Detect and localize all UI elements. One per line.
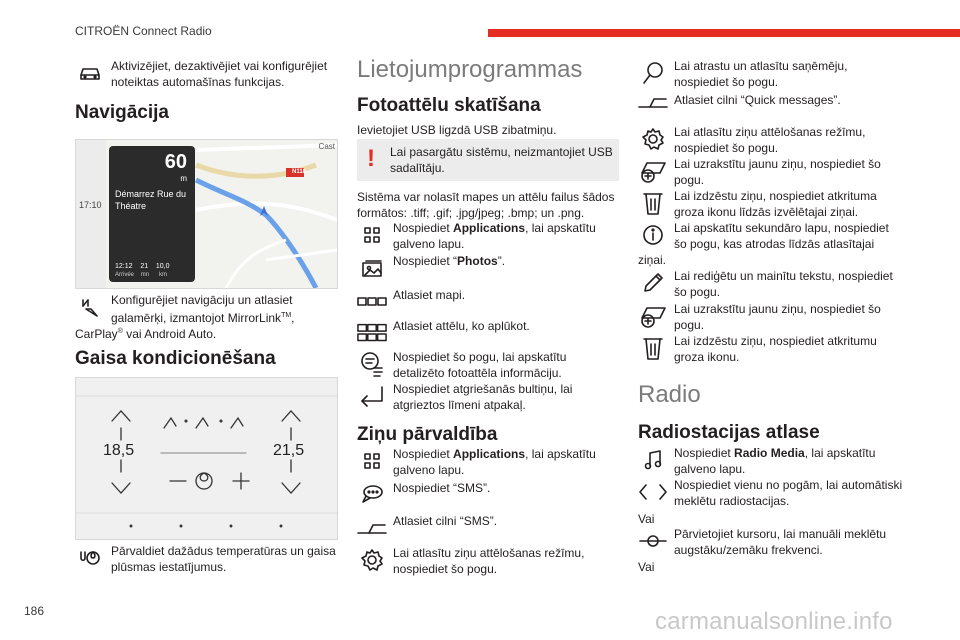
image-step — [357, 318, 619, 348]
new-message-text: Lai uzrakstītu jaunu ziņu, nospiediet šo pogu. — [674, 157, 881, 187]
vehicle-functions-text: Aktivizējiet, dezaktivējiet vai konfigurējiet noteiktas automašīnas funkcijas. — [111, 59, 328, 89]
settings-gear-icon — [638, 124, 668, 154]
climate-settings-text: Pārvaldiet dažādus temperatūras un gaisa plūsmas iestatījumus. — [111, 544, 336, 574]
new-message-step-2 — [638, 301, 903, 333]
seek-arrows-icon — [638, 477, 668, 507]
vehicle-functions-item — [75, 58, 337, 90]
new-message-icon — [638, 301, 668, 331]
radio-section-title: Radio — [638, 381, 701, 408]
image-step-text: Atlasiet attēlu, ko aplūkot. — [393, 319, 530, 333]
car-icon — [75, 58, 105, 88]
manual-tune-text: Pārvietojiet kursoru, lai manuāli meklētu augstāku/zemāku frekvenci. — [674, 527, 887, 557]
folder-list-icon — [357, 285, 387, 315]
quick-display-text: Lai atlasītu ziņu attēlošanas režīmu, nospiediet šo pogu. — [674, 125, 866, 155]
msg-apps-step-text: Nospiediet Applications, lai apskatītu galveno lapu. — [393, 447, 596, 477]
secondary-page-text: Lai apskatītu sekundāro lapu, nospiediet šo pogu, kas atrodas līdzās atlasītajai — [674, 221, 889, 251]
usb-warning-text: Lai pasargātu sistēmu, neizmantojiet USB sadalītāju. — [390, 145, 613, 175]
road-badge: N118 — [292, 169, 307, 175]
sms-tab-step — [357, 513, 619, 543]
details-step-text: Nospiediet šo pogu, lai apskatītu detalizēto fotoattēla informāciju. — [393, 350, 567, 380]
navigation-arrow-icon — [75, 292, 105, 322]
sms-tab-text: Atlasiet cilni “SMS”. — [393, 514, 498, 528]
photos-step-text: Nospiediet “Photos”. — [393, 254, 506, 268]
secondary-page-text-cont: ziņai. — [638, 253, 667, 267]
or-label-1: Vai — [638, 512, 655, 526]
edit-text: Lai rediģētu un mainītu tekstu, nospiediet šo pogu. — [674, 269, 893, 299]
clock-label: 17:10 — [79, 200, 102, 210]
trip-values: 12:12 21 10,0 — [115, 263, 170, 270]
delete-text-2: Lai izdzēstu ziņu, nospiediet atkritumu groza ikonu. — [674, 334, 877, 364]
nav-guidance-card — [109, 146, 195, 282]
sms-press-text: Nospiediet “SMS”. — [393, 481, 491, 495]
climate-fan-icon — [75, 543, 105, 573]
trash-icon — [638, 188, 668, 218]
turn-distance: 60 — [164, 151, 187, 173]
navigation-config-text-cont: CarPlay® vai Android Auto. — [75, 327, 217, 341]
new-message-icon — [638, 156, 668, 186]
navigation-heading: Navigācija — [75, 102, 169, 123]
back-step-text: Nospiediet atgriešanās bultiņu, lai atgrieztos līmeni atpakaļ. — [393, 382, 573, 412]
supported-formats-text: Sistēma var nolasīt mapes un attēlu failus šādos formātos: .tiff; .gif; .jpg/jpeg; .bmp; un .png. — [357, 190, 615, 220]
header-accent-bar — [488, 29, 960, 37]
edit-step — [638, 268, 903, 300]
tab-icon — [638, 92, 668, 112]
running-header: CITROËN Connect Radio — [75, 24, 212, 38]
photo-viewing-heading: Fotoattēlu skatīšana — [357, 95, 541, 116]
navigation-config-item — [75, 292, 337, 326]
new-message-step — [638, 156, 903, 188]
search-text: Lai atrastu un atlasītu saņēmēju, nospiediet šo pogu. — [674, 59, 848, 89]
image-grid-icon — [357, 318, 387, 348]
manual-tune-step — [638, 526, 903, 558]
left-temperature: 18,5 — [103, 442, 135, 459]
new-message-text-2: Lai uzrakstītu jaunu ziņu, nospiediet šo pogu. — [674, 302, 881, 332]
details-step — [357, 349, 619, 381]
usb-warning-box — [357, 139, 619, 181]
music-note-icon — [638, 445, 668, 475]
navigation-config-text: Konfigurējiet navigāciju un atlasiet galamērķi, izmantojot MirrorLink™, — [111, 293, 295, 325]
delete-step-2 — [638, 333, 903, 365]
seek-step — [638, 477, 903, 509]
folder-step — [357, 285, 619, 315]
info-icon — [638, 220, 668, 250]
delete-step — [638, 188, 903, 220]
frequency-slider-icon — [638, 526, 668, 556]
display-mode-step — [357, 545, 619, 577]
details-icon — [357, 349, 387, 379]
station-selection-heading: Radiostacijas atlase — [638, 422, 820, 443]
or-label-2: Vai — [638, 560, 655, 574]
quick-tab-text: Atlasiet cilni “Quick messages”. — [674, 93, 841, 107]
sms-icon — [357, 480, 387, 510]
photos-step — [357, 253, 619, 283]
page-number: 186 — [24, 604, 45, 618]
message-management-heading: Ziņu pārvaldība — [357, 424, 498, 445]
photos-icon — [357, 253, 387, 283]
tab-icon — [357, 513, 387, 543]
back-step — [357, 381, 619, 413]
trip-labels: Arrivée mn km — [115, 272, 168, 278]
settings-gear-icon — [357, 545, 387, 575]
air-conditioning-heading: Gaisa kondicionēšana — [75, 348, 276, 369]
search-step — [638, 58, 903, 90]
folder-step-text: Atlasiet mapi. — [393, 288, 466, 302]
navigation-screen-image — [75, 139, 338, 289]
apps-step-text: Nospiediet Applications, lai apskatītu galveno lapu. — [393, 221, 596, 251]
right-temperature: 21,5 — [273, 442, 305, 459]
distance-unit: m — [180, 174, 187, 183]
air-conditioning-screen-image — [75, 377, 338, 540]
delete-text: Lai izdzēstu ziņu, nospiediet atkrituma groza ikonu līdzās izvēlētajai ziņai. — [674, 189, 877, 219]
quick-display-step — [638, 124, 903, 156]
applications-grid-icon — [357, 220, 387, 250]
next-street: Démarrez Rue du Théatre — [115, 189, 187, 211]
watermark: carmanualsonline.info — [655, 608, 893, 635]
warning-icon: ! — [367, 145, 375, 172]
quick-tab-step — [638, 92, 903, 112]
usb-instruction: Ievietojiet USB ligzdā USB zibatmiņu. — [357, 123, 557, 137]
display-mode-text: Lai atlasītu ziņu attēlošanas režīmu, nospiediet šo pogu. — [393, 546, 585, 576]
applications-section-title: Lietojumprogrammas — [357, 56, 583, 83]
radio-media-step — [638, 445, 903, 477]
radio-media-text: Nospiediet Radio Media, lai apskatītu galveno lapu. — [674, 446, 876, 476]
trash-icon — [638, 333, 668, 363]
secondary-page-step — [638, 220, 903, 252]
msg-apps-step — [357, 446, 619, 478]
applications-grid-icon — [357, 446, 387, 476]
map-place-label: Cast — [318, 142, 335, 151]
back-arrow-icon — [357, 381, 387, 411]
apps-step — [357, 220, 619, 252]
search-icon — [638, 58, 668, 88]
climate-settings-item — [75, 543, 337, 575]
sms-press-step — [357, 480, 619, 510]
pencil-icon — [638, 268, 668, 298]
nav-side-panel — [76, 140, 106, 288]
seek-text: Nospiediet vienu no pogām, lai automātiski meklētu radiostacijas. — [674, 478, 903, 508]
